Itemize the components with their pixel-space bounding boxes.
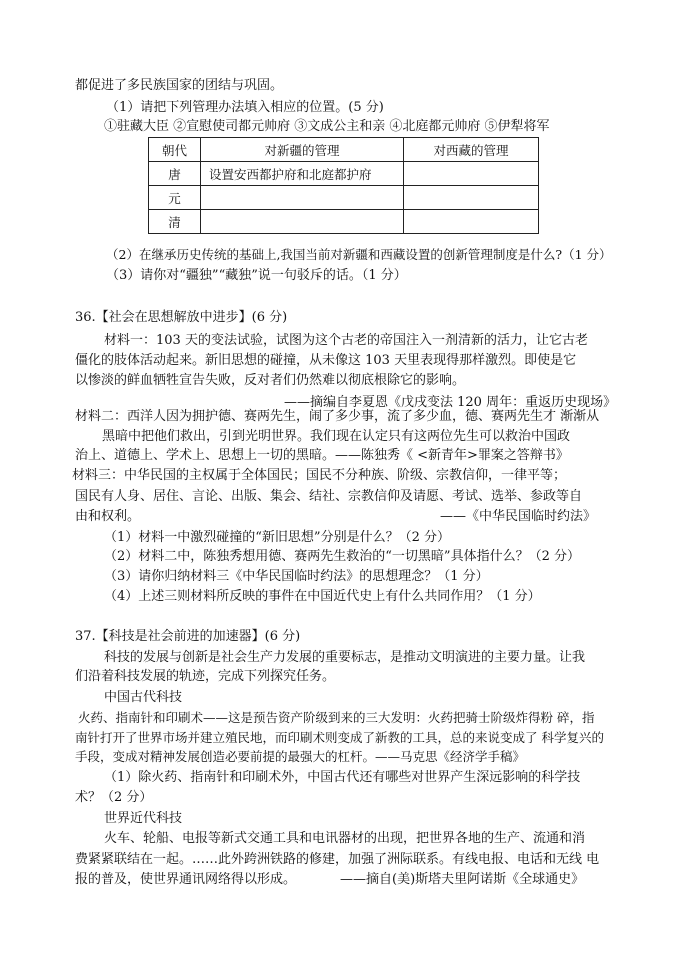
q37-passage1-line: 火药、指南针和印刷术——这是预告资产阶级到来的三大发明：火药把骑士阶级炸得粉 碎，指 (78, 710, 595, 725)
q36-material1-line: 材料一：103 天的变法试验，试图为这个古老的帝国注入一剂清新的活力，让它古老 (104, 333, 588, 348)
q37-question1-line: 术？（2 分） (75, 790, 153, 805)
q36-question: （1）材料一中激烈碰撞的“新旧思想”分别是什么？（2 分） (104, 530, 450, 545)
table-cell-tibet (404, 186, 539, 210)
q36-material2-line: 黑暗中把他们救出，引到光明世界。我们现在认定只有这两位先生可以救治中国政 (102, 429, 571, 444)
q37-question1-line: （1）除火药、指南针和印刷术外，中国古代还有哪些对世界产生深远影响的科学技 (104, 770, 581, 785)
table-cell-tibet (404, 162, 539, 186)
q36-material3-source: ——《中华民国临时约法》 (440, 509, 597, 524)
q36-question: （2）材料二中，陈独秀想用德、赛两先生救治的“一切黑暗”具体指什么？（2 分） (104, 549, 580, 564)
management-table (148, 137, 539, 234)
q37-intro-line: 们沿着科技发展的轨迹，完成下列探究任务。 (75, 669, 336, 684)
table-cell-dynasty: 元 (149, 186, 201, 210)
table-header-dynasty: 朝代 (149, 138, 201, 162)
q37-heading-ancient: 中国古代科技 (104, 690, 183, 705)
intro-tail: 都促进了多民族国家的团结与巩固。 (75, 78, 284, 93)
q37-passage1-line: 南针打开了世界市场并建立殖民地，而印刷术则变成了新教的工具，总的来说变成了 科学复兴的 (75, 730, 604, 745)
table-row (149, 162, 539, 186)
q37-passage2-line: 费紧紧联结在一起。……此外跨洲铁路的修建，加强了洲际联系。有线电报、电话和无线 电 (75, 852, 600, 867)
q36-material3-line: 由和权利。 (75, 509, 141, 524)
q37-intro-line: 科技的发展与创新是社会生产力发展的重要标志，是推动文明演进的主要力量。让我 (104, 650, 586, 665)
q35-options: ①驻藏大臣 ②宣慰使司都元帅府 ③文成公主和亲 ④北庭都元帅府 ⑤伊犁将军 (104, 119, 550, 134)
q36-material3-line: 材料三：中华民国的主权属于全体国民；国民不分种族、阶级、宗教信仰，一律平等； (72, 468, 567, 483)
table-cell-xinjiang: 设置安西都护府和北庭都护府 (201, 162, 404, 186)
q35-sub2: （2）在继承历史传统的基础上,我国当前对新疆和西藏设置的创新管理制度是什么?（1 分） (106, 247, 612, 262)
table-cell-xinjiang (201, 210, 404, 234)
q36-title: 36.【社会在思想解放中进步】(6 分) (75, 310, 288, 325)
q36-material1-line: 僵化的肢体活动起来。新旧思想的碰撞，从未像这 103 天里表现得那样激烈。即使是它 (75, 353, 577, 368)
q37-heading-modern: 世界近代科技 (104, 811, 183, 826)
table-header-xinjiang: 对新疆的管理 (201, 138, 404, 162)
q36-material1-source: ——摘编自李夏恩《戊戌变法 120 周年：重返历史现场》 (284, 395, 617, 410)
q37-passage2-source: ——摘自(美)斯塔夫里阿诺斯《全球通史》 (340, 872, 585, 887)
q36-material1-line: 以惨淡的鲜血牺牲宣告失败，反对者们仍然难以彻底根除它的影响。 (75, 373, 466, 388)
table-cell-xinjiang (201, 186, 404, 210)
q36-question: （3）请你归纳材料三《中华民国临时约法》的思想理念？（1 分） (104, 569, 489, 584)
q35-sub3: （3）请你对“疆独”“藏独”说一句驳斥的话。（1 分） (106, 268, 407, 283)
table-cell-dynasty: 唐 (149, 162, 201, 186)
q37-passage2-line: 火车、轮船、电报等新式交通工具和电讯器材的出现，把世界各地的生产、流通和消 (104, 831, 586, 846)
q36-material3-line: 国民有人身、居住、言论、出版、集会、结社、宗教信仰及请愿、考试、选举、参政等自 (75, 489, 583, 504)
table-row (149, 186, 539, 210)
table-header-tibet: 对西藏的管理 (404, 138, 539, 162)
q35-sub1: （1）请把下列管理办法填入相应的位置。(5 分) (106, 100, 384, 115)
q36-material2-line: 材料二：西洋人因为拥护德、赛两先生，闹了多少事，流了多少血，德、赛两先生才 渐渐从 (75, 409, 600, 424)
q36-question: （4）上述三则材料所反映的事件在中国近代史上有什么共同作用？（1 分） (104, 589, 541, 604)
table-row (149, 210, 539, 234)
q37-passage1-line: 手段，变成对精神发展创造必要前提的最强大的杠杆。——马克思《经济学手稿》 (75, 749, 526, 764)
table-header-row (149, 138, 539, 162)
q37-title: 37.【科技是社会前进的加速器】(6 分) (75, 629, 301, 644)
q37-passage2-line: 报的普及，使世界通讯网络得以形成。 (75, 872, 297, 887)
q36-material2-line: 治上、道德上、学术上、思想上一切的黑暗。——陈独秀《 <新青年>罪案之答辩书》 (75, 448, 569, 463)
table-cell-dynasty: 清 (149, 210, 201, 234)
table-cell-tibet (404, 210, 539, 234)
